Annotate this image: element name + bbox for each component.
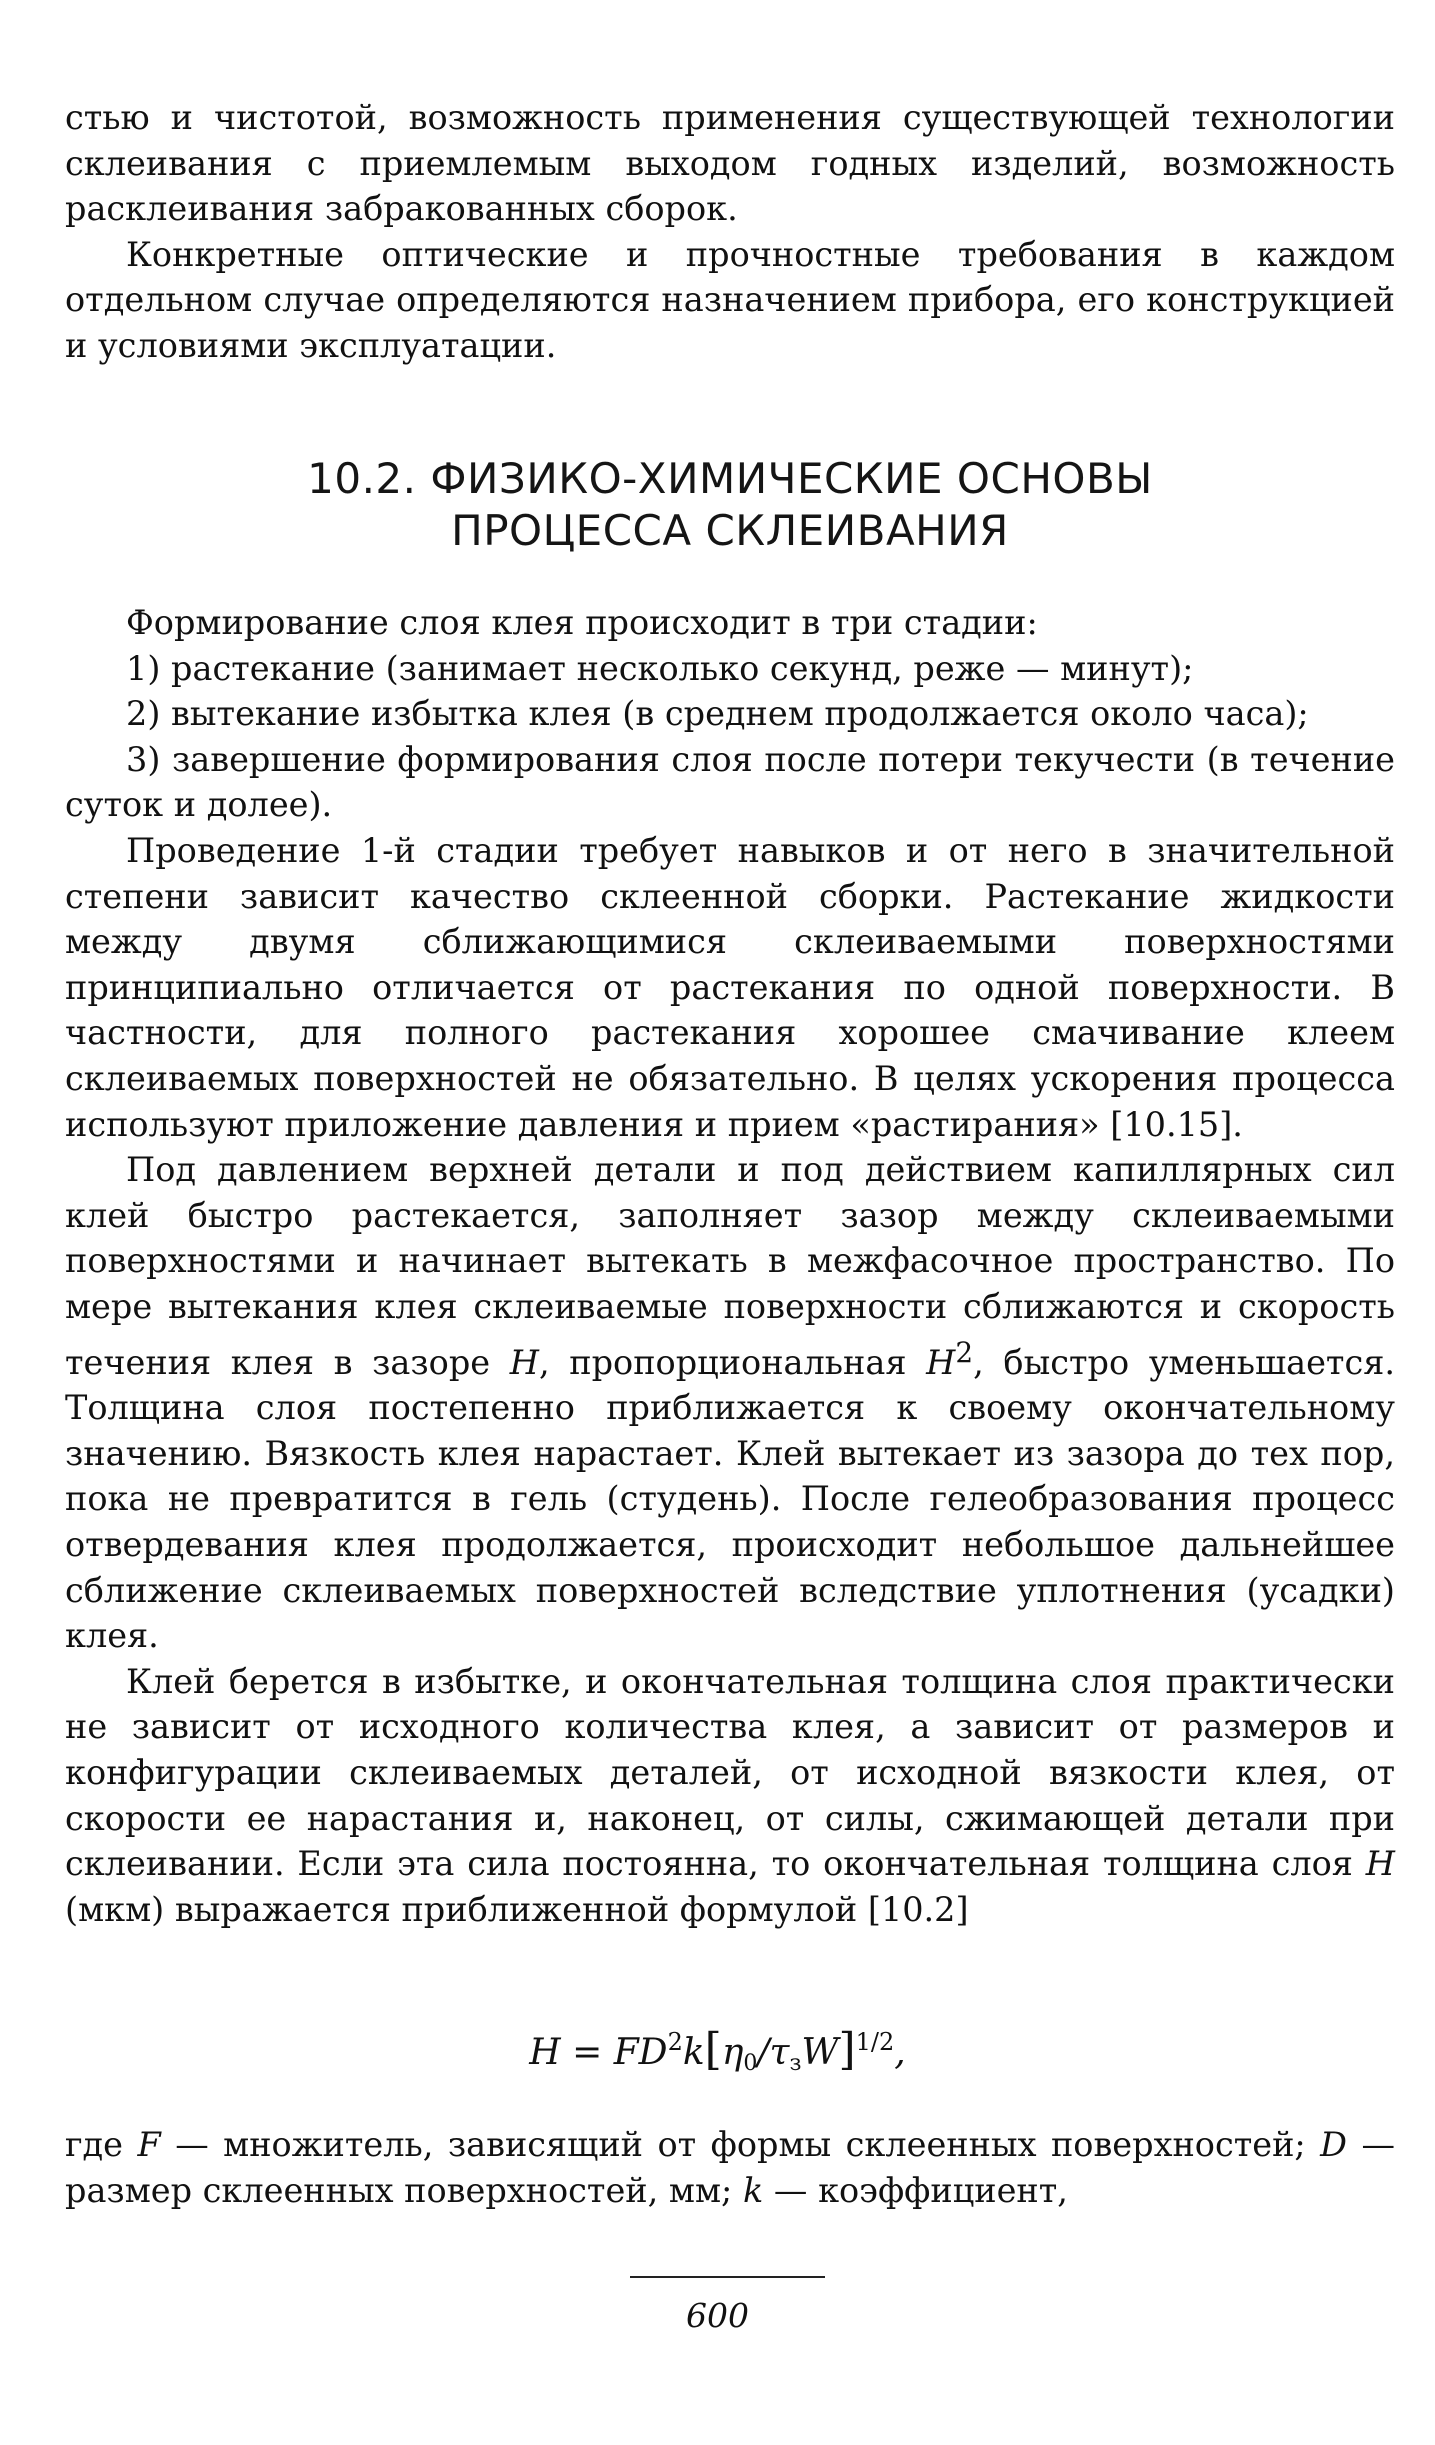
text-span: Клей берется в избытке, и окончательная толщина слоя практически не зависит от исходного количества клея, а зависит от размеров и конфигурации склеиваемых деталей, от исходной вязкости клея, от скорости ее нарастания и, наконец, от силы, сжимающей детали при склеивании. Если эта сила постоянна, то окончательная толщина слоя — [65, 1661, 1395, 1884]
formula-bracket-open: [ — [704, 2024, 722, 2075]
paragraph-where — [65, 2122, 1395, 2213]
paragraph-requirements: Конкретные оптические и прочностные требования в каждом отдельном случае определяются назначением прибора, его конструкцией и условиями эксплуатации. — [65, 234, 1395, 365]
page-number: 600 — [686, 2296, 749, 2335]
text-span: — множитель, зависящий от формы склеенных поверхностей; — [160, 2125, 1321, 2164]
symbol-F: F — [137, 2125, 161, 2164]
formula-slash-tau: /τ — [757, 2032, 790, 2073]
formula-lhs: H — [529, 2032, 561, 2073]
formula-comma: , — [894, 2032, 906, 2073]
formula-k: k — [682, 2032, 705, 2073]
paragraph-excess — [65, 1659, 1395, 1933]
formula-exponent: 1/2 — [855, 2028, 895, 2056]
paragraph-first-stage: Проведение 1-й стадии требует навыков и от него в значительной степени зависит качество склеенной сборки. Растекание жидкости между двумя сближающимися склеиваемыми поверхностями принципиально отличается от растекания по одной поверхности. В частности, для полного растекания хорошее смачивание клеем склеиваемых поверхностей не обязательно. В целях ускорения процесса используют приложение давления и прием «растирания» [10.15]. — [65, 830, 1395, 1144]
intro-text — [65, 95, 1395, 369]
text-span: — коэффициент, — [763, 2170, 1068, 2210]
section-heading — [65, 453, 1395, 557]
paragraph-stages-intro: Формирование слоя клея происходит в три стадии: — [126, 603, 1038, 642]
formula-w: W — [801, 2032, 839, 2073]
formula-bracket-close: ] — [838, 2024, 856, 2075]
symbol-H: H — [926, 1342, 956, 1382]
exponent: 2 — [955, 1335, 974, 1369]
text-span: где — [65, 2125, 138, 2164]
symbol-H: H — [1365, 1844, 1395, 1884]
text-span: — размер склеенных поверхностей, мм; — [65, 2125, 1395, 2210]
formula-tau-subscript: з — [789, 2051, 802, 2076]
text-span: , пропорциональная — [538, 1342, 927, 1382]
footer-rule — [630, 2276, 825, 2278]
text-span: Под давлением верхней детали и под действием капиллярных сил клей быстро растекается, заполняет зазор между склеиваемыми поверхностями и начинает вытекать в межфасочное пространство. По мере вытекания клея склеиваемые поверхности сближаются и скорость течения клея в зазоре — [65, 1150, 1395, 1382]
formula-eta: η — [721, 2032, 744, 2073]
list-item-stage-1: 1) растекание (занимает несколько секунд, реже — минут); — [126, 648, 1194, 688]
thickness-formula — [0, 2020, 1435, 2083]
section-heading-line2: ПРОЦЕССА СКЛЕИВАНИЯ — [451, 506, 1009, 555]
text-span: , быстро уменьшается. Толщина слоя постепенно приближается к своему окончательному значению. Вязкость клея нарастает. Клей вытекает из зазора до тех пор, пока не превратится в гель (студень). После гелеобразования процесс отвердевания клея продолжается, происходит небольшое дальнейшее сближение склеиваемых поверхностей вследствие уплотнения (усадки) клея. — [65, 1342, 1395, 1656]
list-item-stage-2: 2) вытекание избытка клея (в среднем продолжается около часа); — [126, 694, 1309, 734]
list-item-stage-3: 3) завершение формирования слоя после потери текучести (в течение суток и долее). — [65, 739, 1395, 825]
formula-exponent-d: 2 — [667, 2028, 683, 2056]
paragraph-continued: стью и чистотой, возможность применения существующей технологии склеивания с приемлемым выходом годных изделий, возможность расклеивания забракованных сборок. — [65, 98, 1395, 229]
section-body — [65, 600, 1395, 1932]
symbol-D: D — [1320, 2125, 1348, 2164]
paragraph-pressure — [65, 1147, 1395, 1659]
text-span: (мкм) выражается приближенной формулой [10.2] — [65, 1889, 969, 1929]
formula-equals: = FD — [560, 2032, 668, 2073]
where-clause — [65, 2122, 1395, 2213]
symbol-k: k — [742, 2170, 764, 2210]
section-heading-line1: 10.2. ФИЗИКО-ХИМИЧЕСКИЕ ОСНОВЫ — [307, 454, 1153, 503]
symbol-H: H — [509, 1342, 539, 1382]
formula-eta-subscript: 0 — [743, 2051, 758, 2076]
